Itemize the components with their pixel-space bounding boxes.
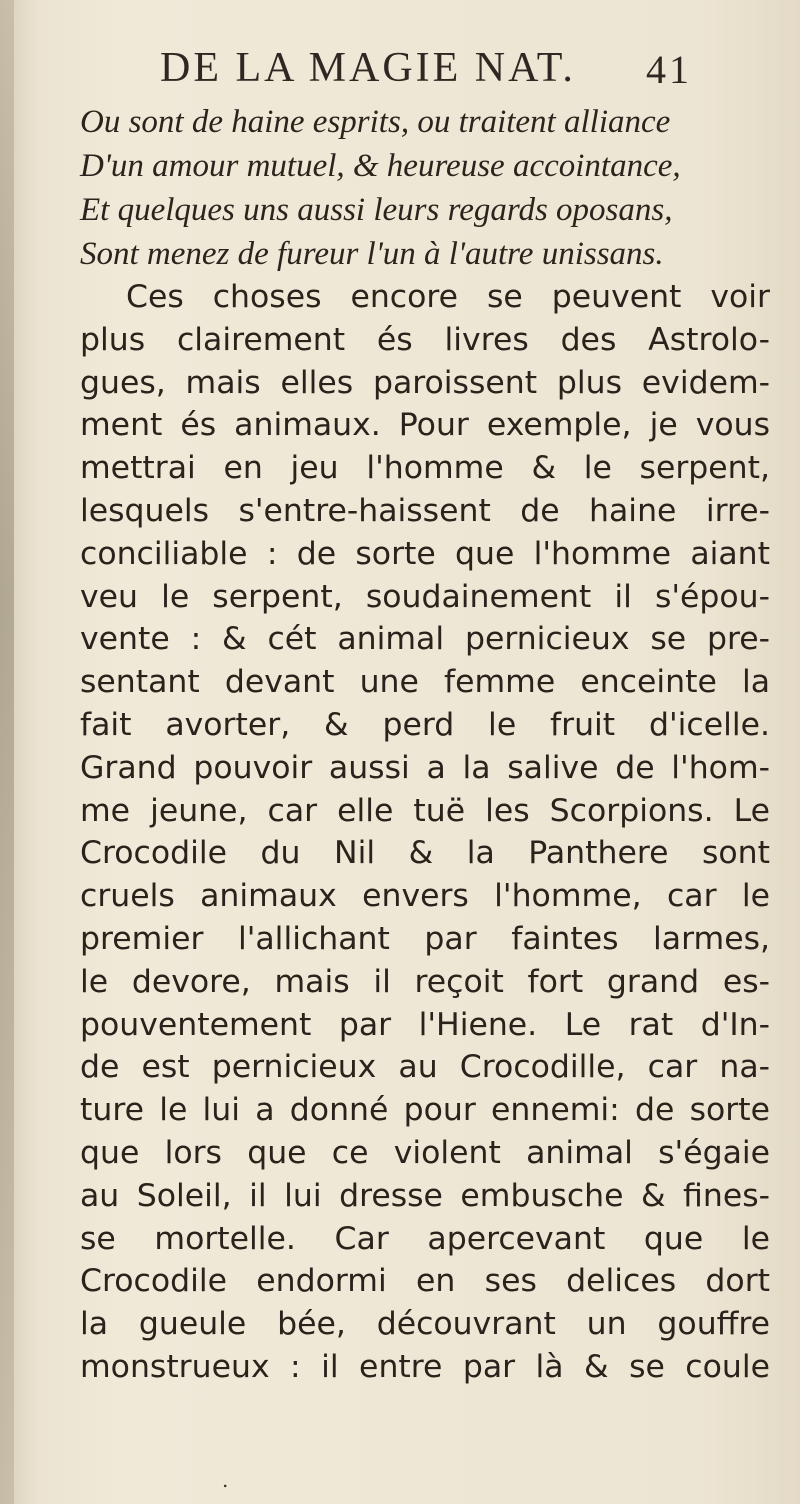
prose-block — [80, 276, 770, 1389]
prose-line: de est pernicieux au Crocodille, car na- — [80, 1049, 770, 1086]
prose-line: plus clairement és livres des Astrolo- — [80, 321, 770, 358]
prose-line: monstrueux : il entre par là & se coule — [80, 1348, 770, 1385]
prose-line: ment és animaux. Pour exemple, je vous — [80, 407, 770, 444]
verse-line: D'un amour mutuel, & heureuse accointance, — [80, 148, 681, 184]
prose-line: me jeune, car elle tuë les Scorpions. Le — [80, 792, 770, 829]
page-binding-edge — [0, 0, 14, 1504]
verse-line: Ou sont de haine esprits, ou traitent alliance — [80, 104, 671, 140]
prose-line: pouventement par l'Hiene. Le rat d'In- — [80, 1006, 770, 1043]
prose-line: au Soleil, il lui dresse embusche & fines- — [80, 1177, 770, 1214]
verse-block — [80, 100, 780, 276]
prose-line: mettrai en jeu l'homme & le serpent, — [80, 450, 770, 487]
prose-line: lesquels s'entre-haissent de haine irre- — [80, 492, 770, 529]
prose-line: veu le serpent, soudainement il s'épou- — [80, 578, 770, 615]
prose-line: ture le lui a donné pour ennemi: de sorte — [80, 1092, 770, 1129]
prose-line: Grand pouvoir aussi a la salive de l'hom- — [80, 749, 770, 786]
prose-line: que lors que ce violent animal s'égaie — [80, 1134, 770, 1171]
page-number: 41 — [646, 47, 692, 92]
running-title: DE LA MAGIE NAT. — [160, 45, 576, 91]
prose-line: vente : & cét animal pernicieux se pre- — [80, 621, 770, 658]
prose-line: cruels animaux envers l'homme, car le — [80, 878, 770, 915]
prose-line: gues, mais elles paroissent plus evidem- — [80, 364, 770, 401]
prose-line: fait avorter, & perd le fruit d'icelle. — [80, 706, 770, 743]
prose-line: sentant devant une femme enceinte la — [80, 664, 770, 701]
prose-line: Crocodile du Nil & la Panthere sont — [80, 835, 770, 872]
prose-line: Crocodile endormi en ses delices dort — [80, 1263, 770, 1300]
prose-line: la gueule bée, découvrant un gouffre — [80, 1306, 770, 1343]
running-header — [160, 44, 800, 100]
prose-line: Ces choses encore se peuvent voir — [126, 279, 770, 315]
prose-line: premier l'allichant par faintes larmes, — [80, 920, 770, 957]
signature-mark: . — [222, 1468, 229, 1492]
prose-line: le devore, mais il reçoit fort grand es- — [80, 963, 770, 1000]
prose-line: conciliable : de sorte que l'homme aiant — [80, 535, 770, 572]
verse-line: Et quelques uns aussi leurs regards oposans, — [80, 192, 673, 228]
verse-line: Sont menez de fureur l'un à l'autre unissans. — [80, 236, 664, 272]
prose-line: se mortelle. Car apercevant que le — [80, 1220, 770, 1257]
